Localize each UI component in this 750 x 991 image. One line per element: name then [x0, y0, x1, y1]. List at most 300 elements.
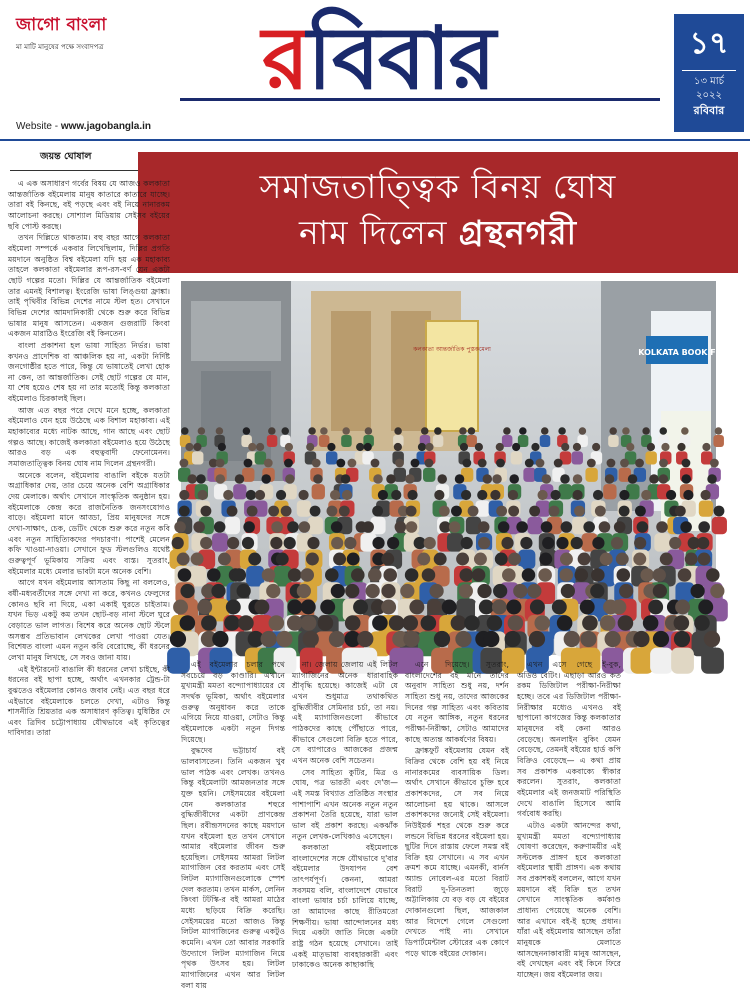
crowd-head	[478, 521, 490, 533]
crowd-head	[619, 506, 630, 517]
crowd-head	[285, 443, 293, 451]
crowd-head	[180, 615, 196, 631]
crowd-head	[177, 553, 190, 566]
crowd-head	[424, 537, 436, 549]
crowd-head	[642, 427, 650, 435]
crowd-head	[681, 474, 691, 484]
crowd-head	[216, 474, 226, 484]
crowd-head	[211, 584, 225, 598]
crowd-head	[242, 537, 254, 549]
crowd-head	[248, 443, 256, 451]
crowd-head	[508, 553, 521, 566]
crowd-head	[653, 584, 667, 598]
crowd-head	[226, 600, 241, 615]
crowd-head	[541, 521, 553, 533]
crowd-head	[427, 600, 442, 615]
crowd-head	[656, 521, 668, 533]
crowd-head	[583, 521, 595, 533]
crowd-head	[619, 490, 629, 500]
crowd-head	[227, 537, 239, 549]
crowd-head	[341, 474, 351, 484]
crowd-head	[381, 600, 396, 615]
crowd-head	[312, 459, 321, 468]
crowd-head	[246, 490, 256, 500]
crowd-head	[611, 600, 626, 615]
crowd-head	[297, 584, 311, 598]
crowd-head	[187, 474, 197, 484]
crowd-head	[411, 459, 420, 468]
crowd-head	[172, 537, 184, 549]
crowd-head	[373, 474, 383, 484]
crowd-head	[609, 427, 617, 435]
crowd-head	[174, 521, 186, 533]
crowd-head	[235, 474, 245, 484]
crowd-head	[619, 584, 633, 598]
website-label: Website -	[16, 121, 59, 132]
crowd-head	[600, 615, 616, 631]
crowd-head	[573, 474, 583, 484]
headline-line2-plain: নাম দিলেন	[298, 213, 448, 252]
crowd-head	[573, 443, 581, 451]
article-column-4	[517, 660, 621, 980]
crowd-head	[710, 584, 724, 598]
crowd-head	[366, 584, 380, 598]
crowd-head	[260, 631, 276, 647]
photo-banner-left: কলকাতা আন্তর্জাতিক পুস্তকমেলা	[413, 346, 491, 353]
crowd-head	[173, 600, 188, 615]
crowd-head	[520, 537, 532, 549]
crowd-head	[342, 490, 352, 500]
crowd-head	[434, 490, 444, 500]
crowd-head	[406, 521, 418, 533]
crowd-head	[618, 615, 634, 631]
crowd-head	[508, 615, 524, 631]
crowd-head	[364, 443, 372, 451]
crowd-figure	[312, 484, 325, 499]
crowd-head	[331, 584, 345, 598]
crowd-figure	[713, 435, 724, 447]
crowd-head	[622, 427, 630, 435]
section-title-rest: বিবার	[307, 9, 494, 109]
crowd-head	[287, 521, 299, 533]
crowd-head	[575, 568, 589, 582]
crowd-head	[325, 568, 339, 582]
crowd-head	[368, 568, 382, 582]
crowd-head	[170, 631, 186, 647]
crowd-head	[592, 443, 600, 451]
crowd-figure	[502, 435, 513, 447]
crowd-head	[387, 537, 399, 549]
crowd-head	[425, 443, 433, 451]
crowd-head	[196, 474, 206, 484]
crowd-head	[451, 506, 462, 517]
crowd-head	[531, 443, 539, 451]
crowd-head	[238, 615, 254, 631]
crowd-head	[200, 537, 212, 549]
crowd-head	[614, 521, 626, 533]
crowd-head	[649, 474, 659, 484]
crowd-head	[682, 459, 691, 468]
article-column-1	[181, 660, 285, 990]
crowd-head	[648, 600, 663, 615]
crowd-photo-illustration	[181, 281, 716, 655]
crowd-head	[214, 521, 226, 533]
crowd-head	[372, 506, 383, 517]
crowd-head	[593, 490, 603, 500]
crowd-head	[455, 474, 465, 484]
crowd-head	[599, 521, 611, 533]
article-paragraph: বুদ্ধদেব ভট্টাচার্য বই ভালবাসতেন। তিনি একজন খুব ভাল পাঠক এবং লেখক। তখনও কিন্তু বইমেলাটা আমজনতার সঙ্গে যুক্ত হয়নি। সেইসময়ের বইমেলা যেন কলকাতার শহুরে বুদ্ধিজীবীদের একটা প্রাণকেন্দ্র ছিল। রবীন্দ্রসদনের কাছে ময়দানে যখন বইমেলা হত তখন সেখানে আমার বইমেলার জীবন শুরু হয়েছিল। সেইসময় আমরা লিটল ম্যাগাজিন বের করতাম এবং সেই লিটল ম্যাগাজিনগুলোকে স্পেশ দেল করতাম। তখন মার্কস, লেনিন কিংবা টটস্কি-র বই আমরা মাঠের মধ্যে ছড়িয়ে বিক্রি করেছি। সেইসময়ের মতো আজও কিন্তু লিটল ম্যাগাজিনের গুরুত্ব একটুও কমেনি। এখন তো আবার সরকারি উদ্যোগে লিটল ম্যাগাজিন নিয়ে পৃথক উৎসব হয়। লিটল ম্যাগাজিনের এখন আর লিটল বলা যায়	[181, 746, 285, 990]
headline-line2-bold: গ্রন্থনগরী	[458, 213, 578, 252]
crowd-head	[647, 443, 655, 451]
crowd-head	[461, 490, 471, 500]
crowd-head	[218, 443, 226, 451]
crowd-head	[498, 521, 510, 533]
article-paragraph: এনে দিয়েছে। সুতরাং, বাংলাদেশের বই মানে তাদের অনুবাদ সাহিত্য শুধু নয়, দর্শন সাহিত্য শুধু নয়, তাদের আজকের দিনের গল্প সাহিত্য এবং কবিতায় যে নতুন আঙ্গিক, নতুন ধরনের পরীক্ষা-নিরীক্ষা, সেটাও আমাদের কাছে অত্যন্ত আকর্ষণের বিষয়।	[405, 660, 509, 744]
crowd-head	[468, 427, 476, 435]
crowd-head	[560, 553, 573, 566]
article-paragraph: আজ এত বছর পরে দেখে মনে হচ্ছে, কলকাতা বইমেলাও যেন হয়ে উঠেছে এক বিশাল মহাকাব্য। এই মহাকাব্যের মধ্যে নাটক আছে, গান আছে এবং ছোট গল্পও আছে। কাজেই কলকাতা বইমেলাও হয়ে উঠেছে আরও বড় এক বহুত্ববাদী ফেনোমেনন। সমাজতাত্ত্বিক বিনয় ঘোষ নাম দিলেন গ্রন্থনগরী।	[8, 405, 170, 469]
crowd-head	[331, 537, 343, 549]
crowd-head	[496, 506, 507, 517]
section-title-first: র	[262, 9, 308, 109]
crowd-head	[617, 568, 631, 582]
date-divider	[682, 70, 736, 71]
crowd-head	[560, 474, 570, 484]
crowd-head	[513, 584, 527, 598]
crowd-figure	[267, 435, 278, 447]
brand-logo[interactable]: জাগো বাংলা	[16, 15, 107, 35]
crowd-head	[640, 568, 654, 582]
article-paragraph: সেব সাহিত্য কুটির, মিত্র ও ঘোষ, পত্র ভারতী এবং দে'জ— এই সমস্ত বিখ্যাত প্রতিষ্ঠিত সংস্থার পাশাপাশি এখন অনেক নতুন নতুন প্রকাশনা তৈরি হয়েছে, যারা ভাল ভাল বই প্রকাশ করছে। একঝাঁক নতুন লেখক-লেখিকাও এসেছেন।	[292, 767, 398, 841]
crowd-head	[313, 474, 323, 484]
crowd-figure	[326, 451, 337, 464]
crowd-head	[266, 584, 280, 598]
crowd-head	[635, 459, 644, 468]
crowd-head	[429, 584, 443, 598]
crowd-head	[660, 427, 668, 435]
crowd-head	[407, 490, 417, 500]
website-line	[16, 121, 151, 132]
crowd-head	[542, 474, 552, 484]
crowd-head	[237, 584, 251, 598]
crowd-head	[659, 459, 668, 468]
crowd-head	[400, 584, 414, 598]
article-paragraph: বাংলা প্রকাশনা হল ভাষা সাহিত্য নির্ভর। ভাষা কখনও প্রাদেশিক বা আঞ্চলিক হয় না, একটা নির্দিষ্ট জনগোষ্ঠীর হতে পারে, কিন্তু যে ভাষাতেই লেখা হোক না কেন, তা আন্তর্জাতিক। সেই ছোট গল্পের যে মান, যা শেষ হয়েও শেষ হয় না তার মতোই কিন্তু কলকাতা বইমেলাও চিরকালই ছিল।	[8, 340, 170, 404]
crowd-head	[459, 584, 473, 598]
crowd-head	[276, 631, 292, 647]
crowd-head	[587, 459, 596, 468]
crowd-head	[483, 474, 493, 484]
crowd-head	[674, 631, 690, 647]
crowd-head	[284, 459, 293, 468]
crowd-head	[371, 459, 380, 468]
crowd-head	[605, 631, 621, 647]
crowd-head	[561, 521, 573, 533]
crowd-figure	[699, 500, 713, 516]
crowd-head	[600, 553, 613, 566]
crowd-head	[653, 631, 669, 647]
crowd-head	[607, 459, 616, 468]
crowd-head	[551, 490, 561, 500]
crowd-head	[512, 443, 520, 451]
crowd-head	[715, 427, 723, 435]
crowd-head	[331, 521, 343, 533]
crowd-head	[643, 615, 659, 631]
crowd-head	[477, 490, 487, 500]
crowd-head	[690, 584, 704, 598]
crowd-head	[179, 506, 190, 517]
crowd-head	[506, 600, 521, 615]
crowd-figure	[712, 517, 727, 534]
article-paragraph: আগে যখন বইমেলায় আসতাম কিছু না বললেও, বর্ষী-মধ্যবর্তীদের সঙ্গে দেখা না করে, কখনও ফেলুদের কোনও ছবি না দিয়ে, একা একাই ঘুরতে চাইতাম। যখন ভিড় একটু কম তখন ছোট-বড় নানা স্টলে ঘুরে বেড়াতে ভাল লাগত। বিশেষ করে অনেক ছোট স্টলে অসম্ভব প্রতিভাবান লেখকের লেখা পাওয়া যেত। বিশেষত বাংলা এমন নতুন কবি বেরোচ্ছে, কী ধরনের লেখা মানুষ লিখছে, সে সবও জানা যায়।	[8, 578, 170, 662]
crowd-head	[261, 474, 271, 484]
byline: জয়ন্ত ঘোষাল	[40, 151, 92, 162]
crowd-head	[502, 568, 516, 582]
crowd-head	[697, 537, 709, 549]
crowd-head	[383, 568, 397, 582]
crowd-figure	[225, 517, 240, 534]
header-divider	[0, 139, 750, 141]
crowd-head	[574, 506, 585, 517]
crowd-head	[579, 427, 587, 435]
crowd-head	[287, 615, 303, 631]
crowd-head	[232, 568, 246, 582]
crowd-head	[536, 459, 545, 468]
crowd-head	[405, 474, 415, 484]
crowd-head	[661, 443, 669, 451]
crowd-head	[542, 537, 554, 549]
crowd-head	[442, 600, 457, 615]
crowd-head	[395, 521, 407, 533]
crowd-head	[216, 459, 225, 468]
crowd-head	[633, 553, 646, 566]
crowd-head	[197, 490, 207, 500]
crowd-head	[666, 490, 676, 500]
crowd-figure	[645, 451, 656, 464]
crowd-head	[434, 553, 447, 566]
crowd-head	[285, 474, 295, 484]
crowd-head	[327, 506, 338, 517]
article-paragraph: অনেকে বলেন, বইমেলায় বাঙালি বইকে যতটা অগ্রাধিকার দেয়, তার চেয়ে অনেক বেশি অগ্রাধিকার দেয় মেলাকে। অর্থাৎ সেখানে সাংস্কৃতিক অনুষ্ঠান হয়। বইমেলাকে কেন্দ্র করে রাজনৈতিক জনসংযোগও বাড়ে। বইমেলা মানে আড্ডা, প্রিয় মানুষদের সঙ্গে দেখা-সাক্ষাৎ, চেক, ডেটিং থেকে শুরু করে নতুন কবি এবং নতুন সাহিত্যিকদের পদচারণা। পাশেই মেলেন কফি খাওয়া-দাওয়া। সেখানে ফুড স্টলগুলিও যথেষ্ট গুরুত্বপূর্ণ ভূমিকায় সক্রিয় এবং ব্যস্ত। সুতরাং, বইমেলার মধ্যে মেলার ভাবটা মনে অনেক বেশি।	[8, 470, 170, 576]
crowd-figure	[608, 435, 619, 447]
masthead	[0, 0, 750, 140]
crowd-head	[492, 474, 502, 484]
crowd-figure	[433, 435, 444, 447]
crowd-head	[303, 631, 319, 647]
crowd-head	[218, 553, 231, 566]
crowd-head	[595, 506, 606, 517]
article-paragraph: এই বইমেলার চলার পথে সবচেয়ে বড় কাণ্ডারি। এখানে মুখ্যমন্ত্রী মমতা বন্দ্যোপাধ্যায়ের যে সদর্থক ভূমিকা, অর্থাৎ বইমেলার গুরুত্ব অনুধাবন করে তাকে এগিয়ে নিয়ে যাওয়া, সেটাও কিন্তু বইমেলাকে একটা নতুন দিগন্ত দিয়েছে।	[181, 660, 285, 744]
crowd-head	[389, 615, 405, 631]
crowd-head	[641, 490, 651, 500]
crowd-head	[320, 427, 328, 435]
crowd-head	[330, 490, 340, 500]
crowd-head	[462, 459, 471, 468]
crowd-head	[522, 568, 536, 582]
crowd-head	[243, 521, 255, 533]
crowd-head	[460, 568, 474, 582]
crowd-head	[191, 553, 204, 566]
crowd-head	[516, 521, 528, 533]
crowd-head	[479, 600, 494, 615]
crowd-figure	[540, 435, 551, 447]
crowd-head	[227, 506, 238, 517]
date-year: ২০২২	[695, 90, 722, 101]
crowd-head	[669, 537, 681, 549]
crowd-figure	[233, 484, 246, 499]
crowd-head	[503, 427, 511, 435]
date-weekday: রবিবার	[693, 104, 725, 117]
crowd-head	[572, 490, 582, 500]
article-paragraph: না। জেলায় জেলায় এই লিটল ম্যাগাজিনের অনেক ধারাবাহিক শ্রীবৃদ্ধি হয়েছে। কাজেই এটা যে এখন শুধুমাত্র তথাকথিত বুদ্ধিজীবীর সেমিনার চর্চা, তা নয়। এই ম্যাগাজিনগুলো কীভাবে পাঠকদের কাছে পৌঁছাতে পারে, কীভাবে সেগুলো বিক্রি হতে পারে, সে ব্যাপারেও আজকের প্রজন্ম এখন অনেক বেশি সচেতন।	[292, 660, 398, 765]
crowd-head	[347, 553, 360, 566]
crowd-head	[680, 521, 692, 533]
crowd-head	[185, 443, 193, 451]
crowd-head	[421, 615, 437, 631]
crowd-head	[637, 521, 649, 533]
crowd-head	[223, 490, 233, 500]
crowd-figure	[341, 435, 352, 447]
headline-line2	[138, 210, 738, 256]
crowd-head	[372, 615, 388, 631]
crowd-head	[611, 537, 623, 549]
crowd-head	[477, 584, 491, 598]
crowd-head	[307, 537, 319, 549]
crowd-head	[381, 553, 394, 566]
crowd-head	[592, 537, 604, 549]
crowd-head	[564, 631, 580, 647]
brand-tagline: মা মাটি মানুষের পক্ষে সংবাদপত্র	[16, 43, 104, 51]
crowd-head	[633, 631, 649, 647]
crowd-head	[287, 600, 302, 615]
crowd-head	[248, 553, 261, 566]
crowd-head	[403, 631, 419, 647]
article-paragraph: ফ্রাঙ্কফুর্ট বইমেলায় যেমন বই বিক্রির থেকে বেশি হয় বই নিয়ে নানারকমের ব্যবসায়িক ডিল। অর্থাৎ সেখানে কীভাবে চুক্তি হবে প্রকাশকদের, সে সব নিয়ে আলোচনা হয় থাকে। আসলে প্রকাশকদের জন্যেই সেই বইমেলা। নিউইয়র্ক শহর থেকে শুরু করে লন্ডনে বিভিন্ন ধরনের বইমেলা হয়। ছুটির দিনে রাস্তায় ফেলে সমস্ত বই বিক্রি হয় সেখানে। এ সব এখন ক্রমশ কমে যাচ্ছে। এমনকী, বার্নস অ্যান্ড নোবেল-এর মতো বিরাট বিরাট দু-তিনতলা জুড়ে অট্টালিকায় যে বড় বড় যে বইয়ের দোকানগুলো ছিল, আজকাল আর বিদেশে গেলে সেগুলো দেখতে পাই না। সেখানে ডিপার্টমেন্টাল স্টোরের এক কোণে পড়ে থাকে বইয়ের দোকান।	[405, 746, 509, 958]
article-paragraph: তখন দিল্লিতে থাকতাম। বহু বছর আগে কলকাতা বইমেলা সম্পর্কে একবার লিখেছিলাম, দিল্লির প্রগতি ময়দানে অনুষ্ঠিত বিশ্ব বইমেলা যদি হয় এক মহাকাব্য তাহলে কলকাতা বইমেলার রূপ-রস-বর্ণ যেন একটা ছোট গল্পের মতো। দিল্লির যে আন্তর্জাতিক বইমেলা তার এমনই বিশালত্ব। ইংরেজি ভাষা লিঙ্গুয়া ফ্রাঙ্কা। তাই পৃথিবীর বিভিন্ন দেশের নামে স্টল হত। সেখানে বিভিন্ন দেশের আমদানিকারী থেকে শুরু করে বিভিন্ন ভাষার মানুষ আসতেন। একজন গুজরাটি কিংবা একজন মারাঠিও ইংরেজি বই কিনতেন।	[8, 233, 170, 339]
crowd-head	[417, 553, 430, 566]
crowd-head	[474, 553, 487, 566]
crowd-head	[342, 427, 350, 435]
crowd-head	[276, 553, 289, 566]
crowd-head	[212, 631, 228, 647]
crowd-head	[336, 459, 345, 468]
crowd-head	[704, 631, 720, 647]
crowd-head	[310, 506, 321, 517]
crowd-head	[386, 474, 396, 484]
crowd-head	[224, 615, 240, 631]
crowd-head	[620, 459, 629, 468]
crowd-head	[529, 506, 540, 517]
crowd-figure	[654, 533, 670, 551]
crowd-head	[707, 474, 717, 484]
crowd-head	[556, 537, 568, 549]
crowd-head	[421, 427, 429, 435]
crowd-head	[320, 600, 335, 615]
crowd-head	[490, 490, 500, 500]
crowd-head	[207, 568, 221, 582]
crowd-head	[694, 615, 710, 631]
crowd-figure	[585, 468, 597, 482]
crowd-head	[702, 443, 710, 451]
crowd-head	[706, 568, 720, 582]
crowd-head	[216, 427, 224, 435]
website-url[interactable]: www.jagobangla.in	[60, 121, 152, 132]
crowd-head	[193, 443, 201, 451]
crowd-head	[345, 584, 359, 598]
crowd-head	[353, 600, 368, 615]
crowd-head	[351, 568, 365, 582]
crowd-head	[356, 443, 364, 451]
crowd-head	[605, 474, 615, 484]
crowd-head	[537, 490, 547, 500]
article-paragraph: এখন এসে গেছে ই-বুক, অডিও বেটিং। এছাড়া আরও কত রকম ডিজিটাল পরীক্ষা-নিরীক্ষা হচ্ছে। তবে এর ডিজিটাল পরীক্ষা-নিরীক্ষার মধ্যেও এখনও বই ছাপানো কাগজের কিন্তু কলকাতার মানুষদের বই কেনা আরও বেড়েছে। অনলাইন বুকিং যেমন বেড়েছে, তেমনই বইয়ের হার্ড কপি বিক্রিও বেড়েছে— এ কথা প্রায় সব প্রকাশক একবাক্যে স্বীকার করলেন। সুতরাং, কলকাতা বইমেলার এই জনজমাট পরিস্থিতি দেখে বাঙালি হিসেবে আমি গর্ববোধ করছি।	[517, 660, 621, 819]
crowd-head	[478, 537, 490, 549]
book-fair-crowd-photo	[181, 281, 716, 655]
crowd-head	[478, 459, 487, 468]
byline-rule	[10, 170, 138, 171]
crowd-head	[559, 568, 573, 582]
crowd-head	[405, 568, 419, 582]
crowd-head	[449, 521, 461, 533]
crowd-head	[268, 427, 276, 435]
crowd-head	[468, 506, 479, 517]
crowd-head	[455, 631, 471, 647]
crowd-head	[578, 553, 591, 566]
crowd-head	[659, 474, 669, 484]
crowd-head	[626, 443, 634, 451]
crowd-head	[678, 568, 692, 582]
crowd-figure	[523, 468, 535, 482]
crowd-head	[552, 600, 567, 615]
article-paragraph: এ এক অসাধারণ গর্বের বিষয় যে আজও কলকাতা আন্তর্জাতিক বইমেলায় মানুষ কাতারে কাতারে যাচ্ছে। তারা বই কিনছে, বই পড়ছে এবং বই নিয়ে নানারকম আলোচনা করছে। সোশ্যাল মিডিয়ায় সেইসব বইয়ের ছবি পোস্ট করছে।	[8, 179, 170, 231]
crowd-head	[381, 584, 395, 598]
crowd-head	[362, 521, 374, 533]
crowd-head	[628, 474, 638, 484]
crowd-head	[243, 427, 251, 435]
crowd-head	[327, 443, 335, 451]
crowd-head	[300, 568, 314, 582]
crowd-head	[493, 584, 507, 598]
crowd-head	[271, 521, 283, 533]
crowd-head	[635, 506, 646, 517]
crowd-head	[710, 459, 719, 468]
brand-block	[16, 12, 107, 53]
crowd-head	[378, 490, 388, 500]
crowd-head	[345, 615, 361, 631]
crowd-head	[677, 443, 685, 451]
crowd-head	[256, 443, 264, 451]
crowd-figure	[423, 468, 435, 482]
crowd-head	[496, 443, 504, 451]
crowd-head	[372, 537, 384, 549]
crowd-head	[301, 615, 317, 631]
crowd-head	[472, 568, 486, 582]
crowd-head	[492, 600, 507, 615]
crowd-head	[475, 443, 483, 451]
crowd-head	[561, 443, 569, 451]
crowd-head	[197, 600, 212, 615]
crowd-head	[590, 584, 604, 598]
crowd-figure	[297, 500, 311, 516]
crowd-head	[329, 631, 345, 647]
crowd-head	[538, 568, 552, 582]
crowd-head	[460, 443, 468, 451]
crowd-head	[281, 427, 289, 435]
crowd-head	[437, 474, 447, 484]
crowd-head	[660, 553, 673, 566]
crowd-head	[418, 443, 426, 451]
